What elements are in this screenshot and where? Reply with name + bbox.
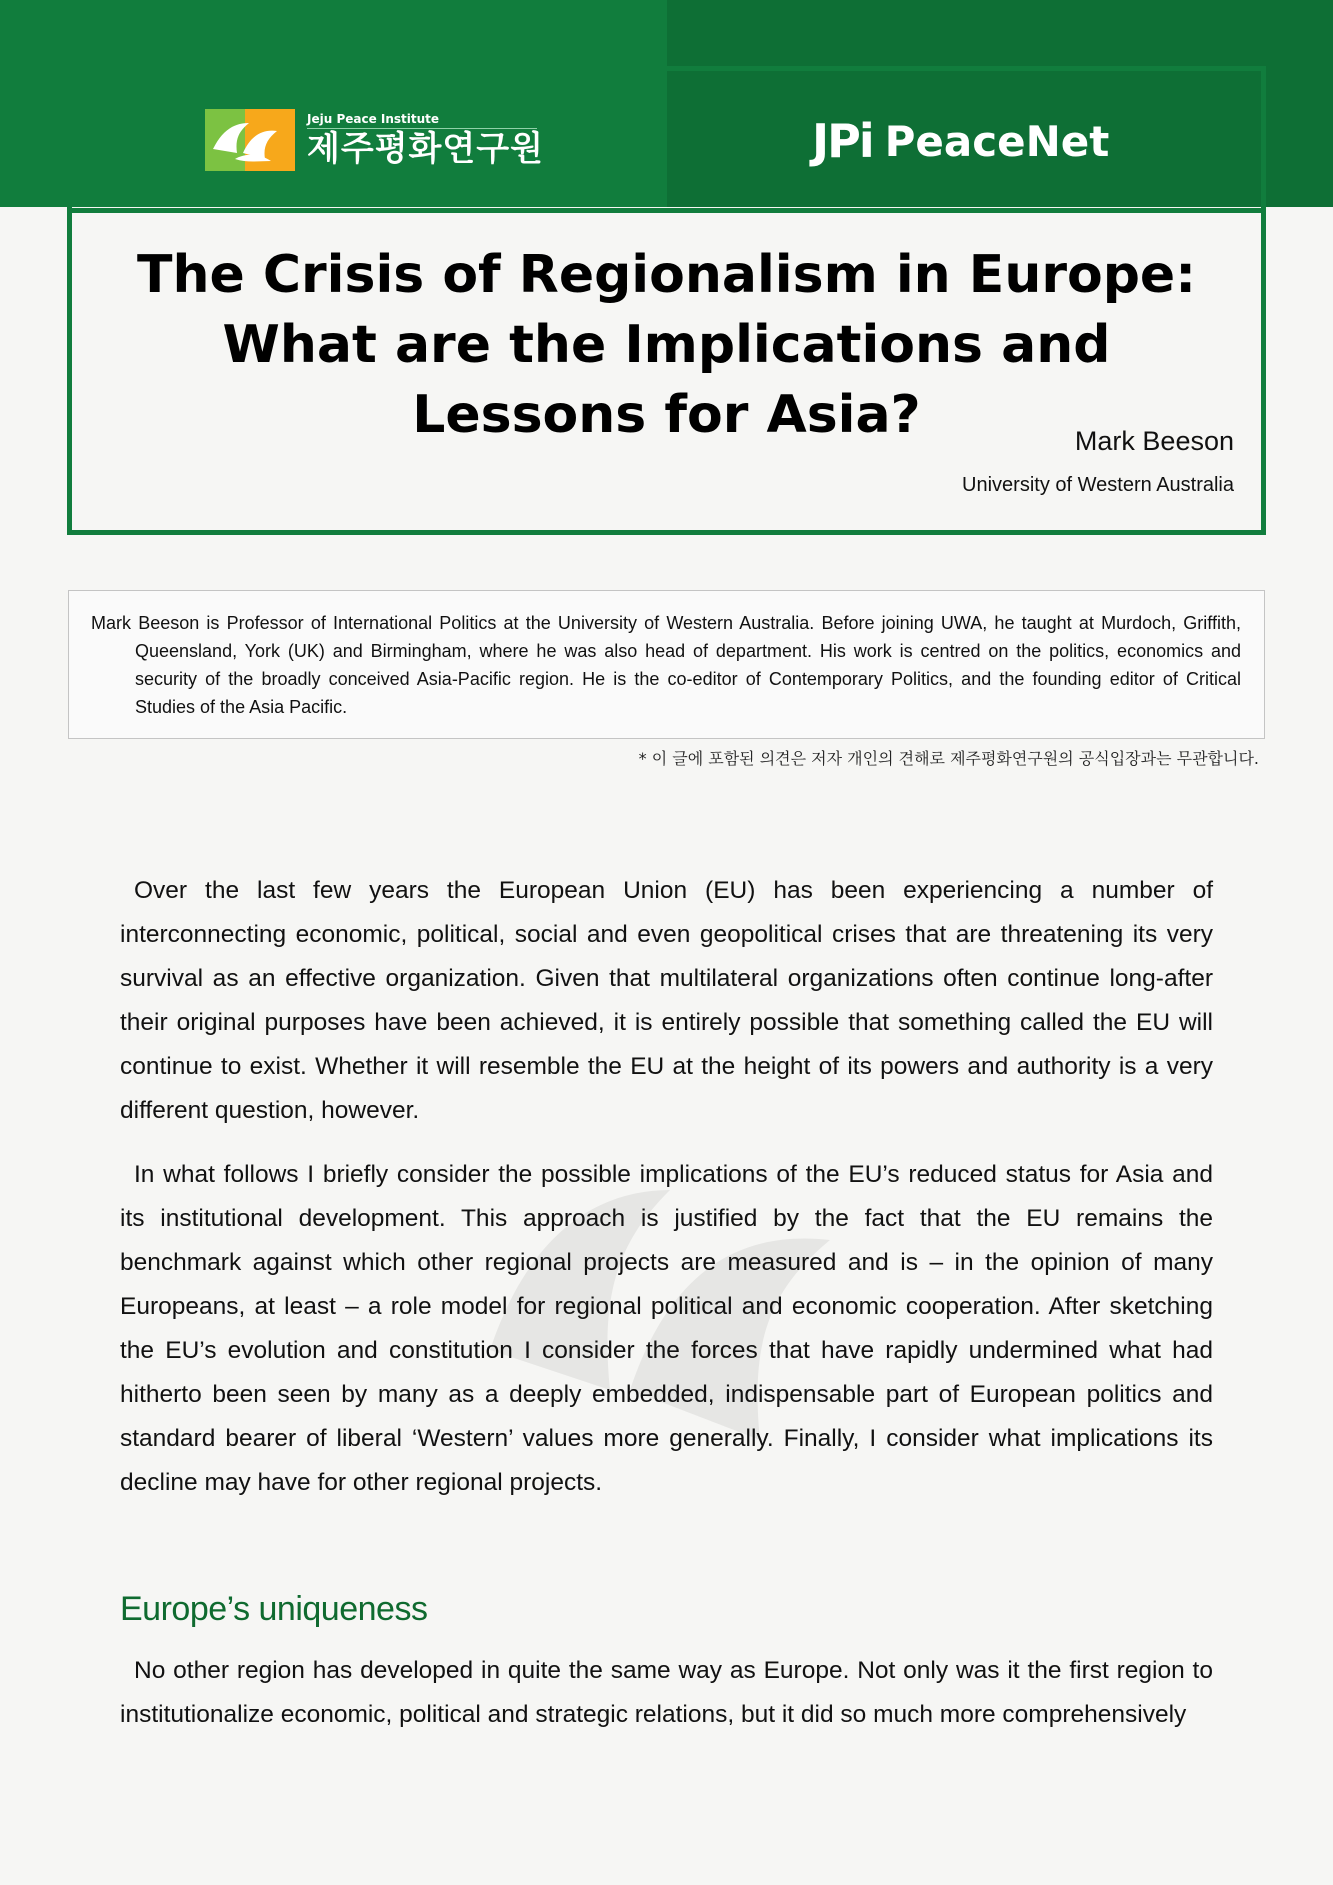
peacenet-label: PeaceNet (884, 116, 1110, 166)
jpi-mark: JPi (812, 114, 873, 168)
jpi-peacenet-logo (812, 114, 1109, 168)
author-bio: Mark Beeson is Professor of International Politics at the University of Western Australia. Before joining UWA, he taught at Murdoch, Griffith, Queensland, York (UK) and Birmingham, where he was also head of department. His work is centred on the politics, economics and security of the broadly conceived Asia-Pacific region. He is the co-editor of Contemporary Politics, and the founding editor of Critical Studies of the Asia Pacific. (91, 613, 1241, 717)
author-bio-box (68, 590, 1265, 739)
disclaimer: * 이 글에 포함된 의견은 저자 개인의 견해로 제주평화연구원의 공식입장과는 무관합니다. (638, 749, 1259, 768)
institute-name-ko: 제주평화연구원 (307, 128, 544, 169)
article-title: The Crisis of Regionalism in Europe: What are the Implications and Lessons for Asia? (137, 245, 1196, 445)
birds-logo-icon (205, 109, 295, 171)
author-affiliation: University of Western Australia (962, 474, 1234, 496)
body-paragraph-1: Over the last few years the European Union (EU) has been experiencing a number of interconnecting economic, political, social and even geopolitical crises that are threatening its very survival as an effective organization. Given that multilateral organizations often continue long-after their original purposes have been achieved, it is entirely possible that something called the EU will continue to exist. Whether it will resemble the EU at the height of its powers and authority is a very different question, however. (120, 877, 1213, 1124)
section-paragraph: No other region has developed in quite the same way as Europe. Not only was it the first region to institutionalize economic, political and strategic relations, but it did so much more comprehensively (120, 1657, 1213, 1728)
institute-name-en: Jeju Peace Institute (307, 112, 537, 129)
frame-divider (72, 208, 1261, 213)
section-heading: Europe’s uniqueness (120, 1590, 428, 1628)
author-name: Mark Beeson (1074, 426, 1234, 456)
body-paragraph-2: In what follows I briefly consider the possible implications of the EU’s reduced status for Asia and its institutional development. This approach is justified by the fact that the EU remains the benchmark against which other regional projects are measured and is – in the opinion of many Europeans, at least – a role model for regional political and economic cooperation. After sketching the EU’s evolution and constitution I consider the forces that have rapidly undermined what had hitherto been seen by many as a deeply embedded, indispensable part of European politics and standard bearer of liberal ‘Western’ values more generally. Finally, I consider what implications its decline may have for other regional projects. (120, 1161, 1213, 1496)
jeju-peace-institute-logo (205, 108, 544, 172)
